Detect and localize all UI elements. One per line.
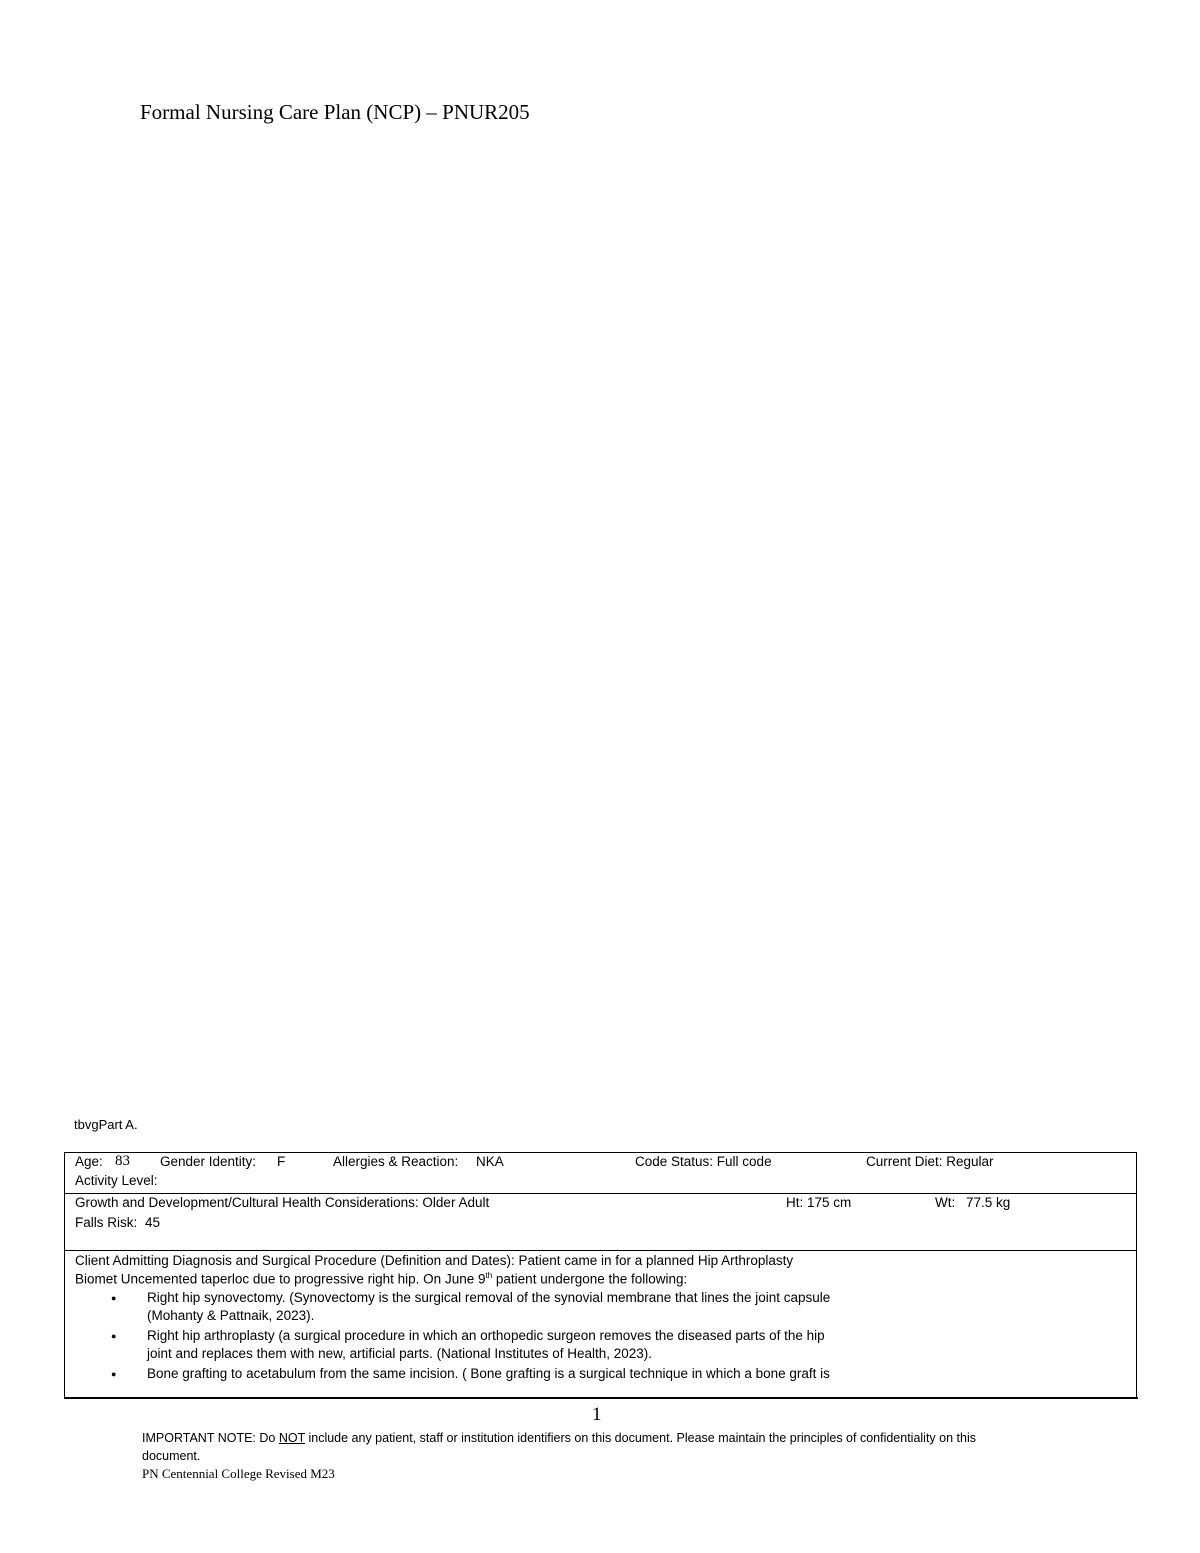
growth-development: Growth and Development/Cultural Health Considerations: Older Adult bbox=[75, 1195, 490, 1210]
page-break-rule bbox=[64, 1397, 1138, 1399]
document-title: Formal Nursing Care Plan (NCP) – PNUR205 bbox=[140, 100, 530, 124]
current-diet: Current Diet: Regular bbox=[866, 1154, 994, 1169]
procedure-item: Right hip arthroplasty (a surgical procedure in which an orthopedic surgeon removes the diseased parts of the hip joint and replaces them with new, artificial parts. (National Institutes of Health, 2023). bbox=[147, 1328, 825, 1361]
weight-label: Wt: bbox=[935, 1195, 956, 1210]
patient-info-form bbox=[64, 1152, 1137, 1397]
gender-value: F bbox=[277, 1154, 286, 1169]
falls-risk-value: 45 bbox=[145, 1215, 161, 1230]
procedure-item: Right hip synovectomy. (Synovectomy is the surgical removal of the synovial membrane that lines the joint capsule (Mohanty & Pattnaik, 2023). bbox=[147, 1290, 831, 1323]
diagnosis-line-1: Client Admitting Diagnosis and Surgical Procedure (Definition and Dates): Patient came in for a planned Hip Arthroplasty bbox=[75, 1253, 794, 1268]
bullet-icon: ● bbox=[111, 1369, 117, 1379]
weight-value: 77.5 kg bbox=[966, 1195, 1011, 1210]
diagnosis-row bbox=[65, 1251, 1136, 1396]
bullet-icon: ● bbox=[111, 1293, 117, 1303]
important-note: IMPORTANT NOTE: Do NOT include any patient, staff or institution identifiers on this document. Please maintain the principles of confidentiality on this document. bbox=[142, 1431, 976, 1463]
page-number: 1 bbox=[592, 1404, 602, 1425]
age-label: Age: bbox=[75, 1154, 103, 1169]
falls-risk-label: Falls Risk: bbox=[75, 1215, 138, 1230]
height: Ht: 175 cm bbox=[786, 1195, 852, 1210]
part-label: tbvgPart A. bbox=[74, 1117, 138, 1132]
growth-row bbox=[65, 1194, 1136, 1251]
diagnosis-line-2: Biomet Uncemented taperloc due to progressive right hip. On June 9th patient undergone the following: bbox=[75, 1271, 688, 1287]
revision-footer: PN Centennial College Revised M23 bbox=[142, 1466, 335, 1481]
demographics-row bbox=[65, 1153, 1136, 1194]
allergies-value: NKA bbox=[476, 1154, 504, 1169]
allergies-label: Allergies & Reaction: bbox=[333, 1154, 459, 1169]
code-status: Code Status: Full code bbox=[635, 1154, 772, 1169]
activity-level: Activity Level: bbox=[75, 1173, 158, 1188]
gender-label: Gender Identity: bbox=[160, 1154, 257, 1169]
age-value: 83 bbox=[115, 1153, 130, 1169]
bullet-icon: ● bbox=[111, 1331, 117, 1341]
procedure-item: Bone grafting to acetabulum from the same incision. ( Bone grafting is a surgical technique in which a bone graft is bbox=[147, 1366, 830, 1381]
